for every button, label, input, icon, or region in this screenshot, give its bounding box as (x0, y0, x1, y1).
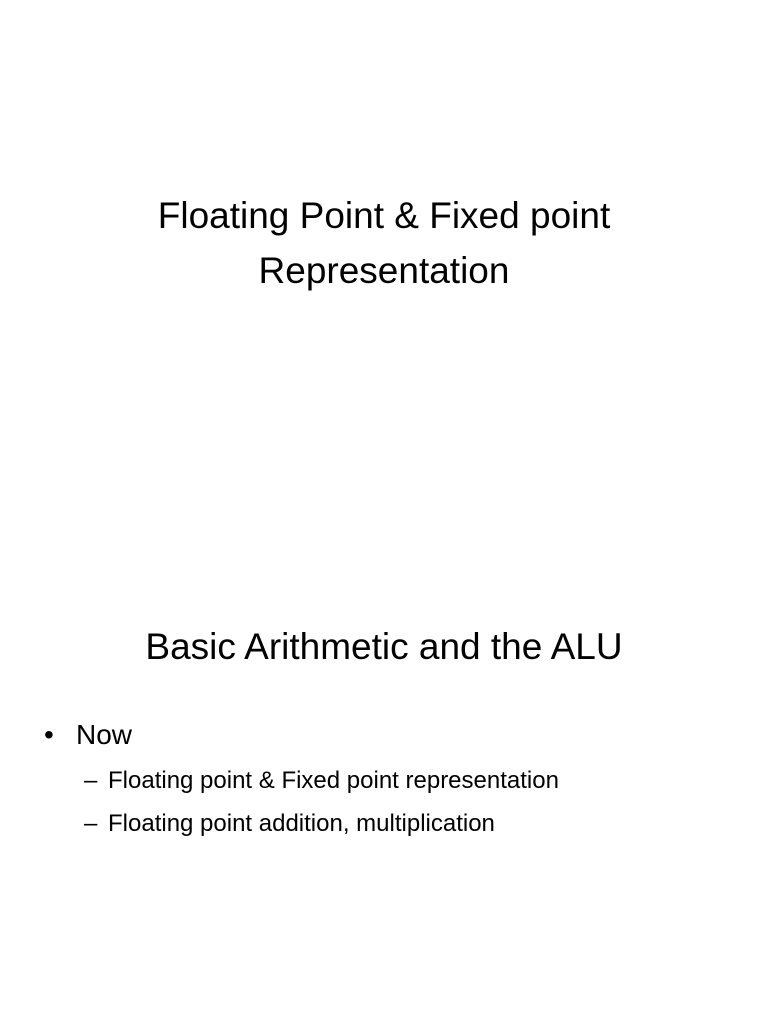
slide-1-title-line-1: Floating Point & Fixed point (157, 195, 611, 236)
bullet-list (44, 715, 744, 845)
bullet-item (44, 715, 744, 845)
slide-1-title-line-2: Representation (258, 250, 510, 291)
bullet-text: Now (76, 719, 133, 750)
sub-bullet-item (84, 759, 744, 802)
sub-bullet-text: Floating point addition, multiplication (108, 810, 495, 837)
slide-content (0, 512, 768, 1024)
sub-bullet-text: Floating point & Fixed point representation (108, 767, 559, 794)
slide-2-title: Basic Arithmetic and the ALU (145, 626, 623, 667)
sub-bullet-item (84, 802, 744, 845)
slide-1-title (0, 188, 768, 298)
sub-bullet-marker: – (84, 810, 98, 837)
bullet-marker: • (44, 719, 54, 750)
sub-bullet-list (84, 759, 744, 845)
sub-bullet-marker: – (84, 767, 98, 794)
